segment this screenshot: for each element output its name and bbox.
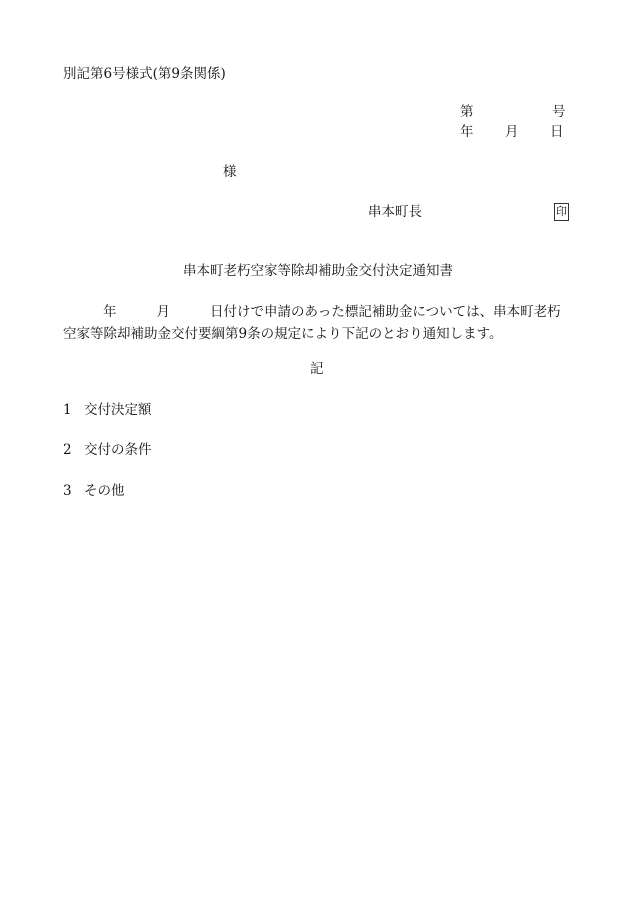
document-number-prefix: 第 xyxy=(460,104,474,120)
list-item xyxy=(63,404,152,418)
list-item-label: 交付決定額 xyxy=(84,402,152,418)
list-item-label: その他 xyxy=(84,483,125,499)
body-month-label: 月 xyxy=(156,304,170,320)
list-item xyxy=(63,444,152,458)
document-title: 串本町老朽空家等除却補助金交付決定通知書 xyxy=(183,263,453,279)
list-item-number: 3 xyxy=(63,483,72,499)
addressee-suffix: 様 xyxy=(223,164,237,180)
list-item-label: 交付の条件 xyxy=(84,442,152,458)
body-paragraph xyxy=(63,301,569,345)
document-number-suffix: 号 xyxy=(552,104,566,120)
list-item-number: 2 xyxy=(63,442,72,458)
date-day-label: 日 xyxy=(550,124,564,140)
list-item xyxy=(63,485,125,499)
date-month-label: 月 xyxy=(505,124,519,140)
list-item-number: 1 xyxy=(63,402,72,418)
date-year-label: 年 xyxy=(460,124,474,140)
sender-name: 串本町長 xyxy=(368,204,422,220)
body-text: 日付けで申請のあった標記補助金については、串本町老朽空家等除却補助金交付要綱第9条の規定により下記のとおり通知します。 xyxy=(63,304,561,342)
ki-heading: 記 xyxy=(310,361,324,377)
seal-mark: 印 xyxy=(554,203,569,221)
form-label: 別記第6号様式(第9条関係) xyxy=(63,66,226,82)
body-year-label: 年 xyxy=(103,304,117,320)
